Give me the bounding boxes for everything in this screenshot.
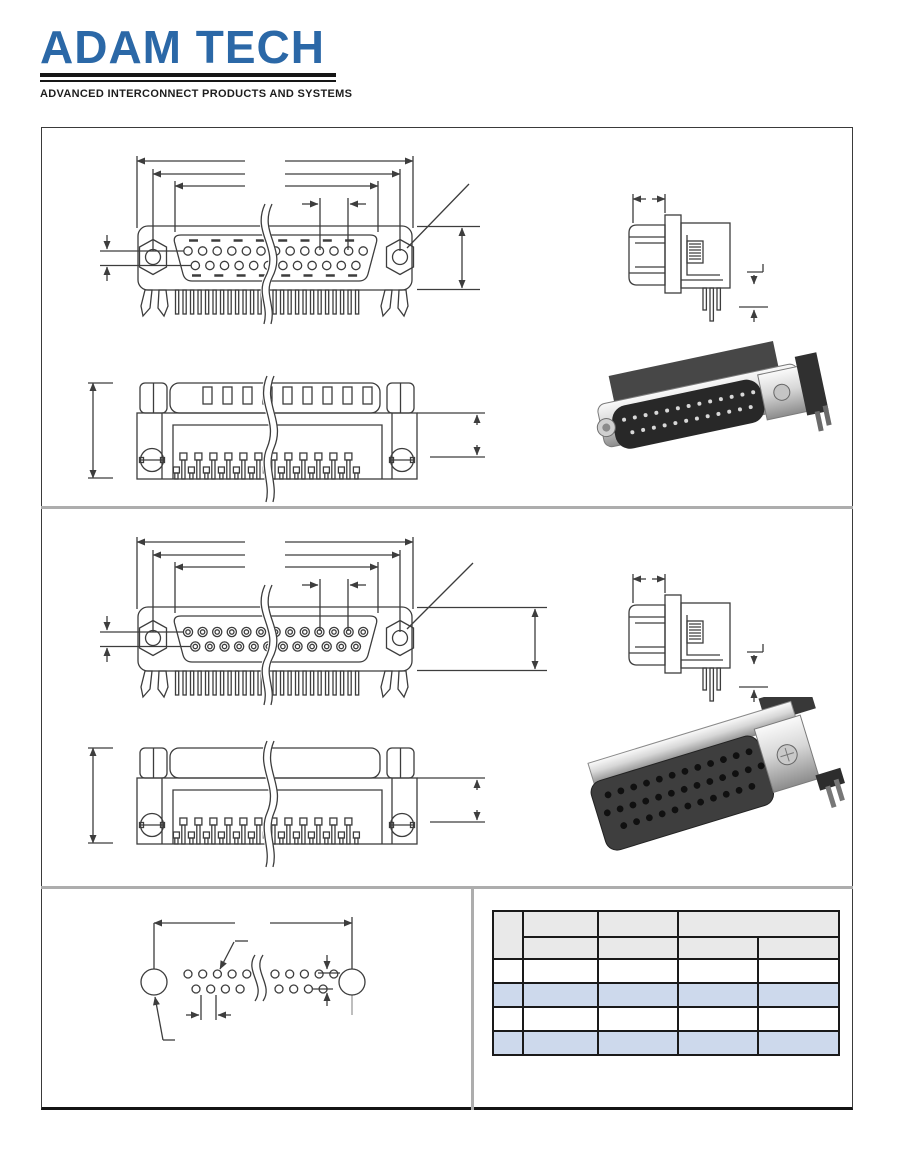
spec-cell xyxy=(523,1031,598,1055)
spec-cell xyxy=(598,1031,678,1055)
spec-header-row-1 xyxy=(493,911,839,937)
spec-subheader xyxy=(758,937,839,959)
side-dimensions xyxy=(633,194,768,322)
pcb-footprint-drawing xyxy=(85,905,475,1105)
front-view-drawing-female xyxy=(95,529,555,709)
spec-data-row xyxy=(493,1007,839,1031)
hole-row-bottom-left xyxy=(192,985,244,993)
spec-header-col2 xyxy=(523,911,598,937)
spec-cell xyxy=(523,959,598,983)
spec-cell xyxy=(493,959,523,983)
side-view-drawing-male xyxy=(615,185,780,335)
spec-cell xyxy=(598,959,678,983)
top-view-drawing-female xyxy=(85,737,505,872)
spec-cell xyxy=(598,983,678,1007)
side-dimensions xyxy=(633,574,768,702)
spec-header-col4-group xyxy=(678,911,839,937)
spec-cell xyxy=(758,983,839,1007)
spec-cell xyxy=(758,1031,839,1055)
spec-data-row xyxy=(493,1031,839,1055)
spec-cell xyxy=(678,959,758,983)
spec-subheader xyxy=(678,937,758,959)
spec-data-row xyxy=(493,959,839,983)
spec-header-col3 xyxy=(598,911,678,937)
top-view-drawing-male xyxy=(85,372,505,507)
spec-table xyxy=(492,910,840,1056)
spec-data-row xyxy=(493,983,839,1007)
spec-cell xyxy=(598,1007,678,1031)
spec-cell xyxy=(758,959,839,983)
logo-rule-thick xyxy=(40,73,336,77)
female-connector-photo xyxy=(585,697,845,872)
spec-cell xyxy=(493,983,523,1007)
logo-wordmark: ADAM TECH xyxy=(40,21,325,73)
front-view-drawing-male xyxy=(95,148,485,328)
spec-cell xyxy=(523,1007,598,1031)
spec-cell xyxy=(523,983,598,1007)
spec-cell xyxy=(493,1031,523,1055)
hole-row-top-right xyxy=(271,970,338,978)
spec-header-corner xyxy=(493,911,523,959)
spec-subheader xyxy=(523,937,598,959)
shell-notches xyxy=(203,387,372,404)
spec-cell xyxy=(678,1007,758,1031)
section-divider-2 xyxy=(41,886,853,889)
dimension-lines xyxy=(100,156,480,290)
logo-rule-thin xyxy=(40,80,336,82)
spec-header-row-2 xyxy=(493,937,839,959)
logo-tagline: ADVANCED INTERCONNECT PRODUCTS AND SYSTEMS xyxy=(40,88,353,100)
side-view-drawing-female xyxy=(615,565,780,715)
brand-logo xyxy=(40,12,353,100)
hole-row-top-left xyxy=(184,970,251,978)
spec-cell xyxy=(678,983,758,1007)
spec-cell xyxy=(678,1031,758,1055)
spec-cell xyxy=(758,1007,839,1031)
male-connector-photo xyxy=(588,333,838,488)
spec-cell xyxy=(493,1007,523,1031)
spec-subheader xyxy=(598,937,678,959)
